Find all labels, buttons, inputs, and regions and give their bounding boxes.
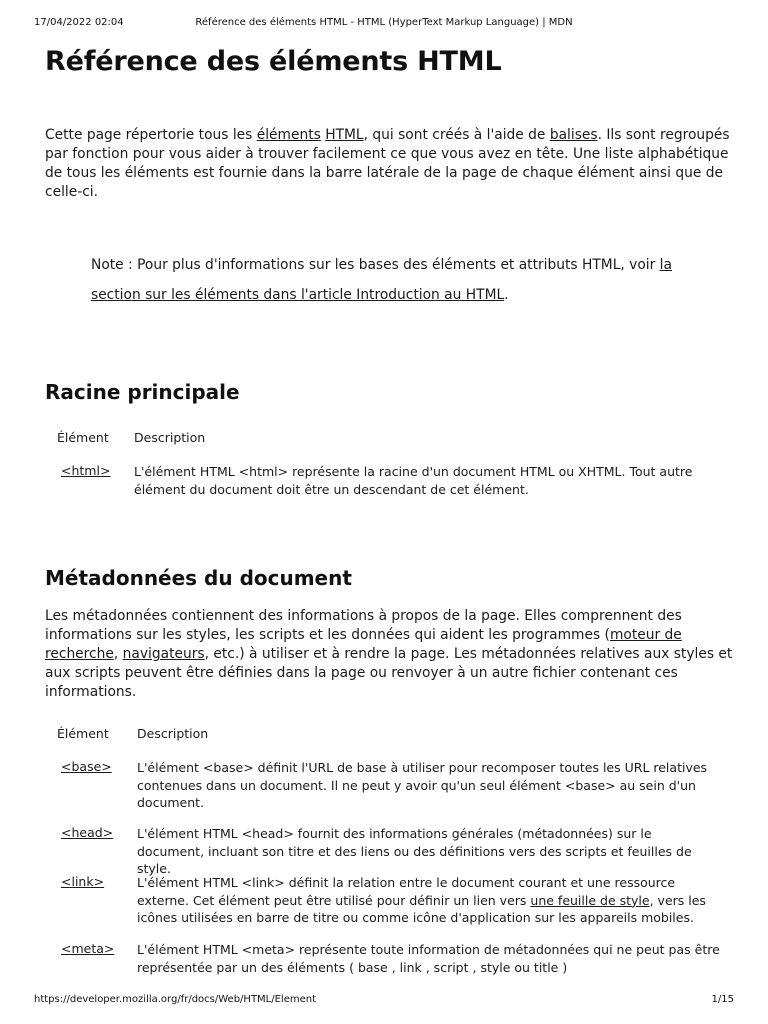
meta-intro-text-2: , (113, 646, 123, 662)
heading-metadonnees: Métadonnées du document (45, 566, 352, 590)
racine-col-element: Élément (57, 430, 109, 445)
intro-text-3: , qui sont créés à l'aide de (363, 127, 550, 143)
meta-intro-text-3: , etc.) à utiliser et à rendre la page. Les métadonnées relatives aux styles et aux scripts peuvent être définies dans la page ou renvoyer à un autre fichier contenant ces informations. (45, 646, 733, 700)
print-footer (34, 994, 734, 1008)
link-desc-text-1: L'élément HTML <link> définit la relation entre le document courant et une ressource externe. Cet élément peut être utilisé pour définir un lien vers (137, 875, 676, 908)
meta-row-meta-desc: L'élément HTML <meta> représente toute information de métadonnées qui ne peut pas être représentée par un des éléments ( base , link , script , style ou title ) (137, 942, 720, 975)
element-link-meta[interactable]: <meta> (61, 941, 115, 956)
link-desc-text-2: , vers les icônes utilisées en barre de titre ou comme icône d'application sur les appareils mobiles. (137, 892, 706, 925)
meta-intro-paragraph (45, 607, 735, 702)
page-number: 1/15 (711, 994, 734, 1005)
link-moteur-recherche[interactable]: moteur de recherche (45, 627, 682, 662)
note-text: Note : Pour plus d'informations sur les bases des éléments et attributs HTML, voir (91, 257, 660, 273)
meta-intro-text-1: Les métadonnées contiennent des informations à propos de la page. Elles comprennent des informations sur les styles, les scripts et les données qui aident les programmes ( (45, 608, 682, 643)
meta-col-element: Élément (57, 726, 109, 741)
intro-text-1: Cette page répertorie tous les (45, 127, 257, 143)
racine-row-desc: L'élément HTML <html> représente la racine d'un document HTML ou XHTML. Tout autre élément du document doit être un descendant de cet élément. (134, 464, 693, 497)
print-header (34, 17, 734, 31)
link-html[interactable]: HTML (325, 127, 364, 143)
link-elements[interactable]: éléments (256, 127, 321, 143)
element-link-base[interactable]: <base> (61, 759, 112, 774)
meta-row-head-desc: L'élément HTML <head> fournit des informations générales (métadonnées) sur le document, incluant son titre et des liens ou des définitions vers des scripts et feuilles de style. (137, 826, 692, 876)
heading-racine: Racine principale (45, 380, 240, 404)
note-text-end: . (504, 287, 509, 303)
intro-paragraph (45, 126, 735, 202)
element-link-link[interactable]: <link> (61, 874, 105, 889)
element-link-html[interactable]: <html> (61, 463, 111, 478)
meta-row-base-desc: L'élément <base> définit l'URL de base à utiliser pour recomposer toutes les URL relatives contenues dans un document. Il ne peut y avoir qu'un seul élément <base> au sein d'un document. (137, 760, 708, 810)
link-intro-html-section[interactable]: la section sur les éléments dans l'article Introduction au HTML (91, 257, 672, 303)
print-title: Référence des éléments HTML - HTML (HyperText Markup Language) | MDN (195, 17, 573, 28)
element-link-head[interactable]: <head> (61, 825, 114, 840)
meta-col-description: Description (137, 726, 209, 741)
note-box (91, 250, 711, 310)
intro-text-4: . Ils sont regroupés par fonction pour vous aider à trouver facilement ce que vous avez en tête. Une liste alphabétique de tous les éléments est fournie dans la barre latérale de la page de chaque élément ainsi que de celle-ci. (45, 127, 730, 200)
link-navigateurs[interactable]: navigateurs (122, 646, 205, 662)
print-url: https://developer.mozilla.org/fr/docs/Web/HTML/Element (34, 994, 317, 1005)
meta-row-link-desc (137, 874, 722, 927)
print-date: 17/04/2022 02:04 (34, 17, 124, 28)
link-feuille-de-style[interactable]: une feuille de style (530, 892, 650, 908)
racine-col-description: Description (134, 430, 206, 445)
link-balises[interactable]: balises (549, 127, 598, 143)
page-title: Référence des éléments HTML (45, 46, 502, 77)
